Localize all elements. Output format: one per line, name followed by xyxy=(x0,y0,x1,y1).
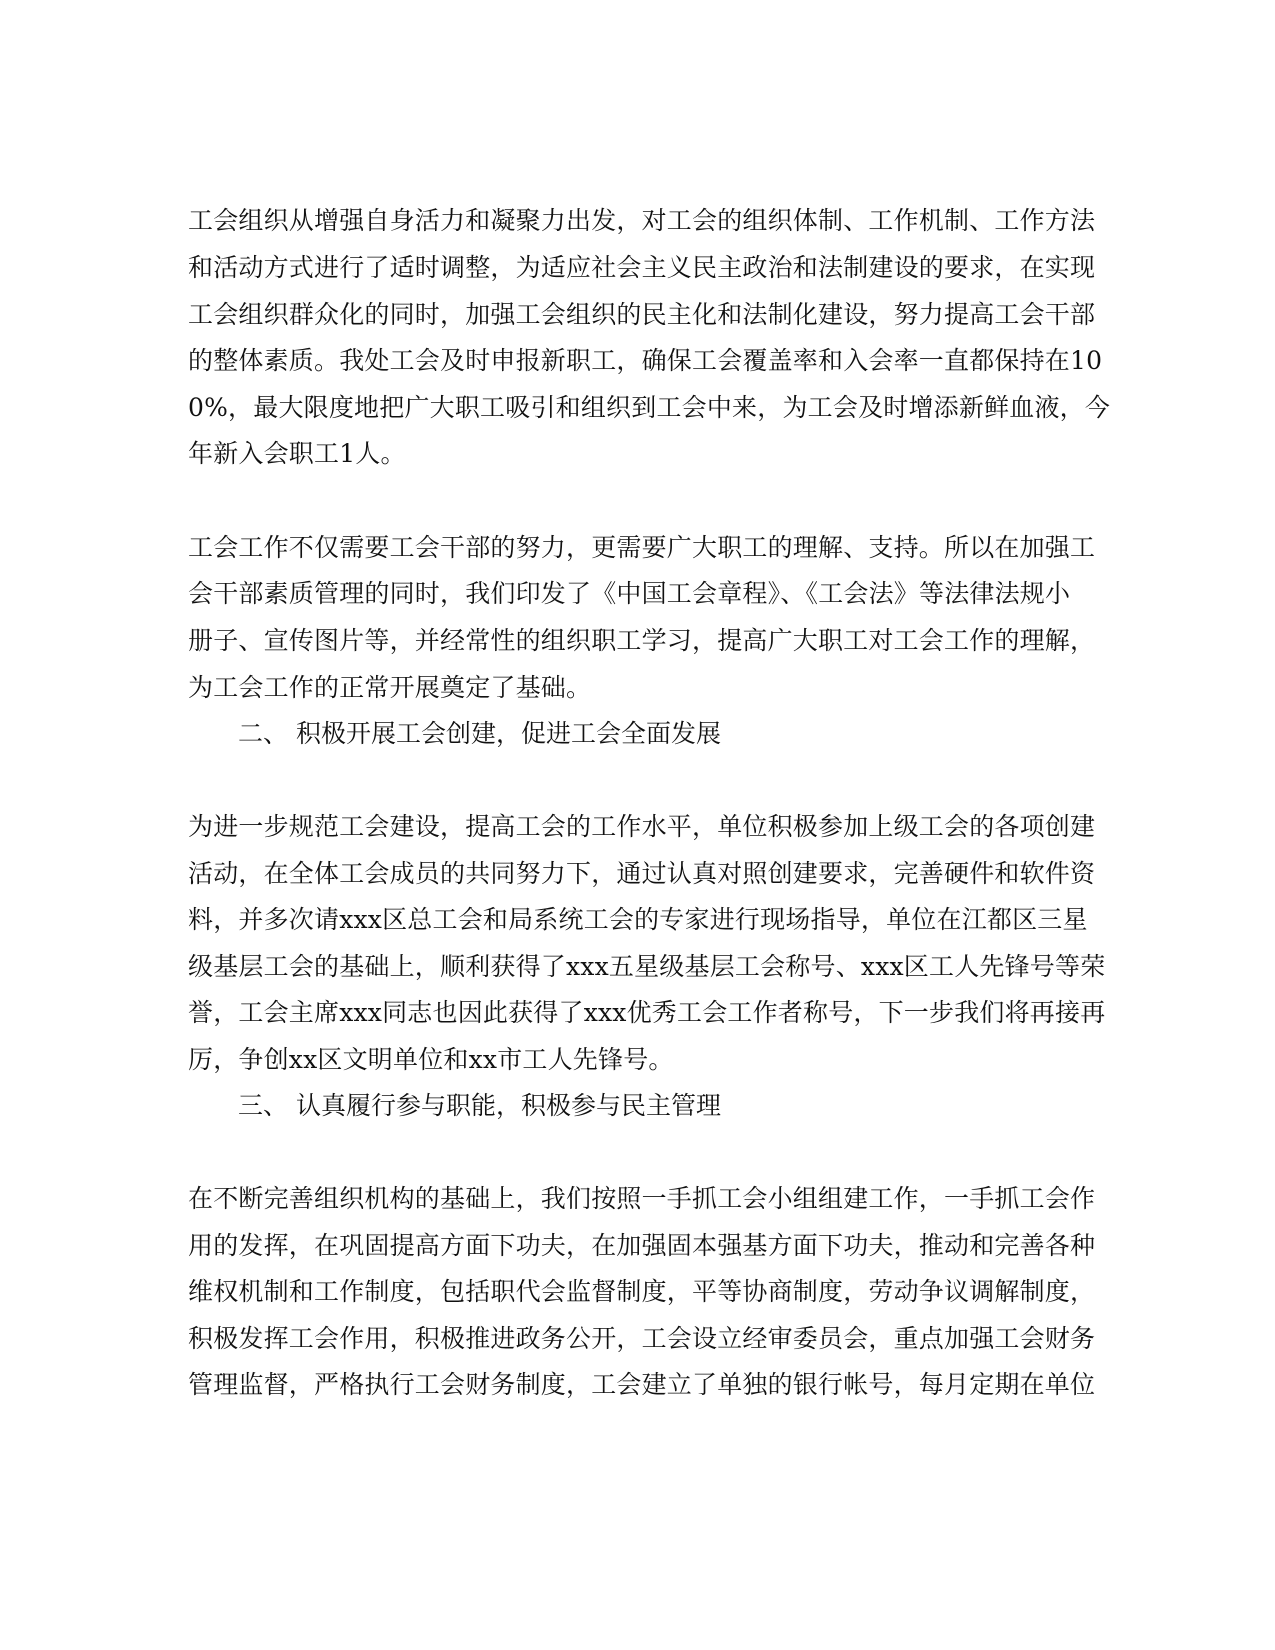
section-number: 二、 xyxy=(238,719,289,748)
paragraph-line: 在不断完善组织机构的基础上，我们按照一手抓工会小组组建工作，一手抓工会作 xyxy=(188,1184,1096,1213)
paragraph-line: 级基层工会的基础上，顺利获得了xxx五星级基层工会称号、xxx区工人先锋号等荣 xyxy=(188,952,1106,981)
paragraph-line: 积极发挥工会作用，积极推进政务公开，工会设立经审委员会，重点加强工会财务 xyxy=(188,1324,1096,1353)
paragraph-line: 0%，最大限度地把广大职工吸引和组织到工会中来，为工会及时增添新鲜血液，今 xyxy=(188,393,1111,422)
section-heading-3 xyxy=(238,1091,721,1121)
paragraph-line: 和活动方式进行了适时调整，为适应社会主义民主政治和法制建设的要求，在实现 xyxy=(188,253,1096,282)
paragraph-line: 为工会工作的正常开展奠定了基础。 xyxy=(188,673,592,702)
section-heading-2 xyxy=(238,719,721,749)
paragraph-line: 维权机制和工作制度，包括职代会监督制度，平等协商制度，劳动争议调解制度， xyxy=(188,1277,1096,1306)
paragraph-line: 工会组织群众化的同时，加强工会组织的民主化和法制化建设，努力提高工会干部 xyxy=(188,300,1096,329)
paragraph-line: 会干部素质管理的同时，我们印发了《中国工会章程》、《工会法》等法律法规小 xyxy=(188,579,1071,608)
paragraph-line: 为进一步规范工会建设，提高工会的工作水平，单位积极参加上级工会的各项创建 xyxy=(188,812,1096,841)
section-title: 积极开展工会创建，促进工会全面发展 xyxy=(296,719,722,748)
paragraph-line: 册子、宣传图片等，并经常性的组织职工学习，提高广大职工对工会工作的理解， xyxy=(188,626,1096,655)
paragraph-line: 用的发挥，在巩固提高方面下功夫，在加强固本强基方面下功夫，推动和完善各种 xyxy=(188,1231,1096,1260)
paragraph-line: 誉，工会主席xxx同志也因此获得了xxx优秀工会工作者称号，下一步我们将再接再 xyxy=(188,998,1106,1027)
section-title: 认真履行参与职能，积极参与民主管理 xyxy=(296,1091,722,1120)
paragraph-line: 厉，争创xx区文明单位和xx市工人先锋号。 xyxy=(188,1045,674,1074)
paragraph-line: 工会工作不仅需要工会干部的努力，更需要广大职工的理解、支持。所以在加强工 xyxy=(188,533,1096,562)
paragraph-line: 工会组织从增强自身活力和凝聚力出发，对工会的组织体制、工作机制、工作方法 xyxy=(188,206,1096,235)
paragraph-line: 活动，在全体工会成员的共同努力下，通过认真对照创建要求，完善硬件和软件资 xyxy=(188,859,1096,888)
paragraph-line: 料，并多次请xxx区总工会和局系统工会的专家进行现场指导，单位在江都区三星 xyxy=(188,905,1088,934)
section-number: 三、 xyxy=(238,1091,289,1120)
paragraph-line: 年新入会职工1人。 xyxy=(188,439,406,468)
paragraph-line: 的整体素质。我处工会及时申报新职工，确保工会覆盖率和入会率一直都保持在10 xyxy=(188,346,1103,375)
paragraph-line: 管理监督，严格执行工会财务制度，工会建立了单独的银行帐号，每月定期在单位 xyxy=(188,1370,1096,1399)
